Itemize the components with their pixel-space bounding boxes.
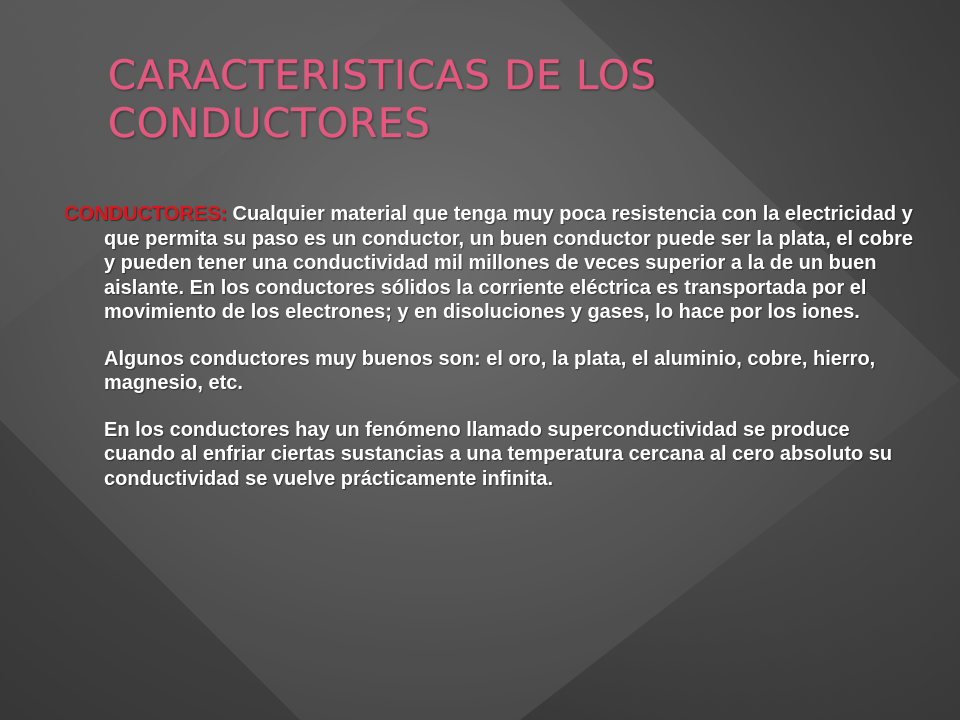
paragraph-examples: Algunos conductores muy buenos son: el oro, la plata, el aluminio, cobre, hierro, magnesio, etc.: [104, 347, 876, 394]
paragraph-definition: [64, 202, 914, 325]
term-label: CONDUCTORES:: [64, 203, 227, 225]
slide-title: CARACTERISTICAS DE LOS CONDUCTORES: [108, 53, 657, 147]
slide-body: [64, 202, 914, 491]
paragraph-superconductivity: En los conductores hay un fenómeno llamado superconductividad se produce cuando al enfriar ciertas sustancias a una temperatura cercana al cero absoluto su conductividad se vuelve prácticamente infinita.: [104, 418, 893, 490]
definition-text: Cualquier material que tenga muy poca resistencia con la electricidad y que permita su paso es un conductor, un buen conductor puede ser la plata, el cobre y pueden tener una conductividad mil millones de veces superior a la de un buen aislante. En los conductores sólidos la corriente eléctrica es transportada por el movimiento de los electrones; y en disoluciones y gases, lo hace por los iones.: [104, 203, 914, 323]
